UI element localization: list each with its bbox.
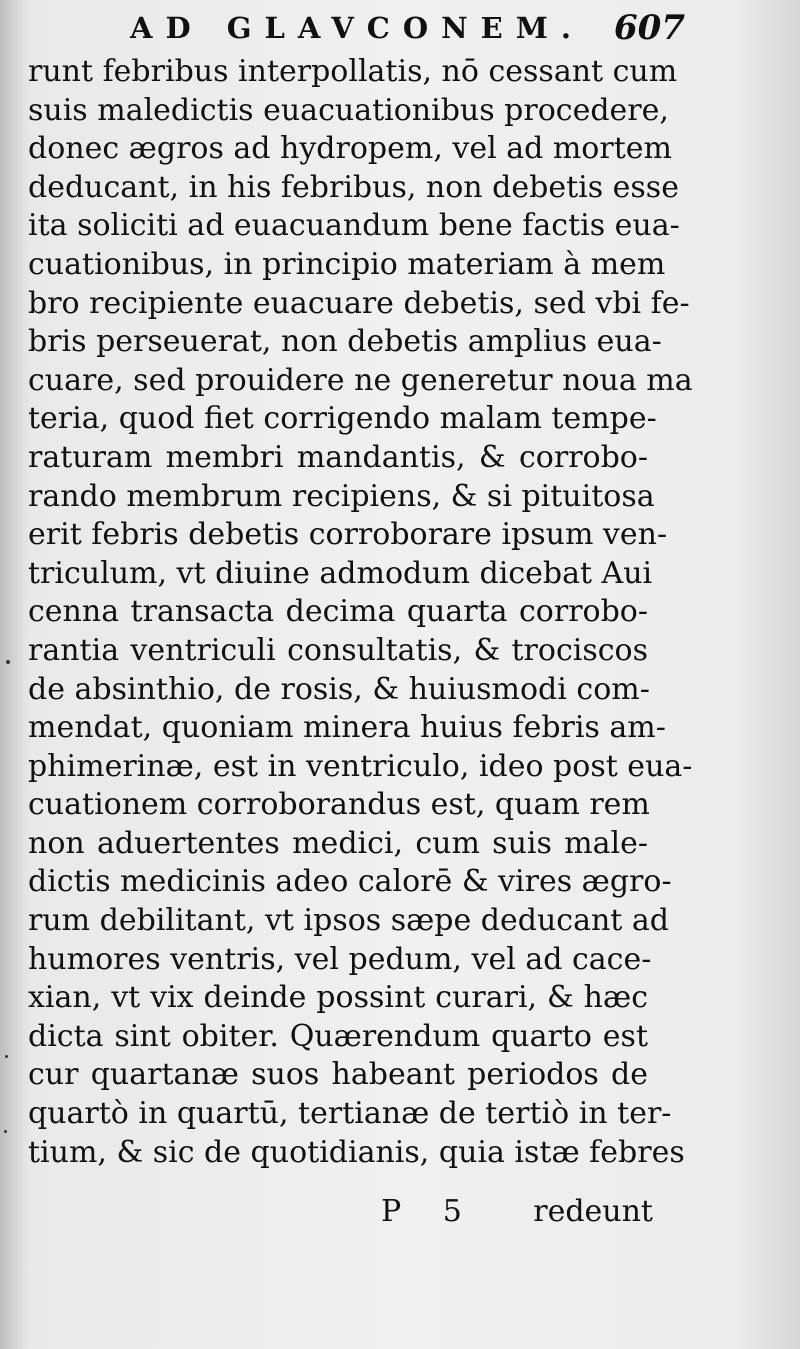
text-line: donec ægros ad hydropem, vel ad mortem: [28, 131, 672, 167]
text-line: bro recipiente euacuare debetis, sed vbi fe-: [28, 285, 690, 321]
text-line: cuationem corroborandus est, quam rem: [28, 787, 650, 823]
text-line: non aduertentes medici, cum suis male-: [28, 825, 648, 861]
text-line: suis maledictis euacuationibus procedere,: [28, 92, 669, 128]
text-line: erit febris debetis corroborare ipsum ven-: [28, 517, 668, 553]
page-footer: [28, 1192, 653, 1232]
text-line: cur quartanæ suos habeant periodos de: [28, 1057, 648, 1093]
page-gutter: [0, 0, 24, 1349]
signature-mark: P 5: [381, 1194, 478, 1229]
text-line: rantia ventriculi consultatis, & trociscos: [28, 632, 648, 668]
text-line: cuare, sed prouidere ne generetur noua ma: [28, 362, 693, 398]
text-line: phimerinæ, est in ventriculo, ideo post eua-: [28, 748, 693, 784]
text-line: runt febribus interpollatis, nō cessant cum: [28, 54, 678, 89]
text-line: dicta sint obiter. Quærendum quarto est: [28, 1018, 648, 1054]
text-line: humores ventris, vel pedum, vel ad cace-: [28, 941, 652, 977]
text-line: bris perseuerat, non debetis amplius eua-: [28, 324, 662, 360]
text-line: mendat, quoniam minera huius febris am-: [28, 710, 666, 746]
ink-speck: [5, 1055, 8, 1058]
page-header: [130, 8, 685, 48]
text-line: quartò in quartū, tertianæ de tertiò in ter-: [28, 1096, 672, 1132]
ink-speck: [6, 660, 10, 664]
text-line: cenna transacta decima quarta corrobo-: [28, 594, 648, 630]
text-line: de absinthio, de rosis, & huiusmodi com-: [28, 671, 650, 707]
text-line: dictis medicinis adeo calorē & vires ægro-: [28, 864, 672, 900]
text-line: teria, quod fiet corrigendo malam tempe-: [28, 401, 657, 437]
text-line: raturam membri mandantis, & corrobo-: [28, 439, 648, 475]
text-line: deducant, in his febribus, non debetis esse: [28, 169, 679, 205]
ink-speck: [4, 1130, 7, 1133]
page-number: 607: [614, 8, 685, 48]
text-line: xian, vt vix deinde possint curari, & hæc: [28, 980, 648, 1016]
body-text: [28, 53, 693, 1172]
text-line: rando membrum recipiens, & si pituitosa: [28, 478, 655, 514]
text-line: cuationibus, in principio materiam à mem: [28, 246, 666, 282]
text-line: tium, & sic de quotidianis, quia istæ febres: [28, 1134, 685, 1170]
text-line: ita soliciti ad euacuandum bene factis eua-: [28, 208, 680, 244]
text-line: triculum, vt diuine admodum dicebat Aui: [28, 555, 653, 591]
catchword: redeunt: [533, 1194, 653, 1229]
text-line: rum debilitant, vt ipsos sæpe deducant ad: [28, 903, 669, 939]
running-title: AD GLAVCONEM.: [130, 11, 584, 45]
